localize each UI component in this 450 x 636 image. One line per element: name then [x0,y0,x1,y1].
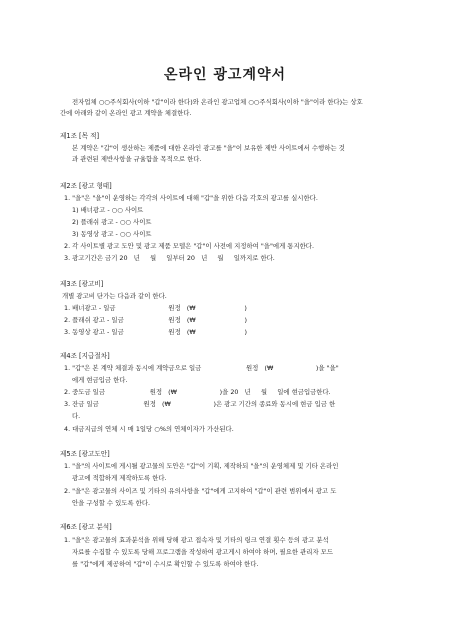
article-3-line: 2. 플래쉬 광고 - 일금 원정 (₩ ) [64,316,247,324]
article-5-line: 1. "을"의 사이트에 게시될 광고물의 도안은 "갑"이 기획, 제작하되 "을"의 운영체제 및 기타 온라인 [64,462,339,470]
article-3-line: 개별 광고비 단가는 다음과 같이 한다. [62,292,167,300]
article-4-line: 에게 현금입금 한다. [72,376,128,384]
document-title: 온라인 광고계약서 [163,67,287,83]
article-5-heading: 제5조 [광고도안] [60,450,110,458]
article-4-heading: 제4조 [지급절차] [60,352,110,360]
article-1-line: 본 계약은 "갑"이 생산하는 제품에 대한 온라인 광고를 "을"이 보유한 제반 사이트에서 수행하는 것 [72,144,345,152]
article-6-line: 1. "을"은 광고물의 효과분석을 위해 당해 광고 접속자 및 기타의 링크 연결 횟수 등의 광고 분석 [64,536,329,544]
article-2-line: 3) 동영상 광고 - ○○ 사이트 [72,230,152,238]
article-2-line: 3. 광고기간은 금기 20 년 월 일부터 20 년 월 일까지로 한다. [64,254,275,262]
article-6-heading: 제6조 [광고 분석] [60,523,112,531]
article-2-line: 1) 배너광고 - ○○ 사이트 [72,206,144,214]
article-5-line: 2. "을"은 광고물의 사이즈 및 기타의 유의사항을 "갑"에게 고지하여 "갑"이 관련 범위에서 광고 도 [64,487,337,495]
article-2-heading: 제2조 [광고 형태] [60,182,112,190]
article-4-line: 4. 대금지급의 연체 시 매 1일당 ○%의 연체이자가 가산된다. [64,425,234,433]
article-4-line: 다. [72,412,81,420]
article-1-heading: 제1조 [목 적] [60,132,100,140]
article-3-line: 3. 동영상 광고 - 일금 원정 (₩ ) [64,328,247,336]
article-2-line: 2. 각 사이트별 광고 도안 및 광고 제품 모델은 "갑"이 사전에 지정하여 "을"에게 통지한다. [64,242,315,250]
intro-line: 간에 아래와 같이 온라인 광고 계약을 체결한다. [60,109,192,117]
article-6-line: 자료를 수집할 수 있도록 당해 프로그램을 작성하여 광고게시 하여야 하며, 필요한 관리자 모드 [72,548,333,556]
article-2-line: 2) 플래쉬 광고 - ○○ 사이트 [72,218,152,226]
article-6-line: 를 "갑"에게 제공하여 "갑"이 수시로 확인할 수 있도록 하여야 한다. [72,560,259,568]
article-4-line: 3. 잔금 일금 원정 (₩ )은 광고 기간의 종료와 동시에 현금 입금 한 [64,400,336,408]
intro-line: 전자업체 ○○주식회사(이하 "갑"이라 한다)와 온라인 광고업체 ○○주식회사(이하 "을"이라 한다)는 상호 [72,98,363,106]
article-1-line: 과 관련된 제반사항을 규율함을 목적으로 한다. [72,155,202,163]
article-2-line: 1. "을"은 "을"이 운영하는 각각의 사이트에 대해 "갑"을 위한 다음 각호의 광고를 실시한다. [64,194,318,202]
article-4-line: 1. "갑"은 본 계약 체결과 동시에 계약금으로 일금 원정 (₩ )을 "을" [64,364,339,372]
article-5-line: 광고에 적합하게 제작하도록 한다. [72,474,167,482]
article-3-line: 1. 배너광고 - 일금 원정 (₩ ) [64,304,247,312]
article-5-line: 안을 구성할 수 있도록 한다. [72,499,151,507]
article-4-line: 2. 중도금 일금 원정 (₩ )을 20 년 월 일에 현금입금한다. [64,388,331,396]
article-3-heading: 제3조 [광고비] [60,280,104,288]
